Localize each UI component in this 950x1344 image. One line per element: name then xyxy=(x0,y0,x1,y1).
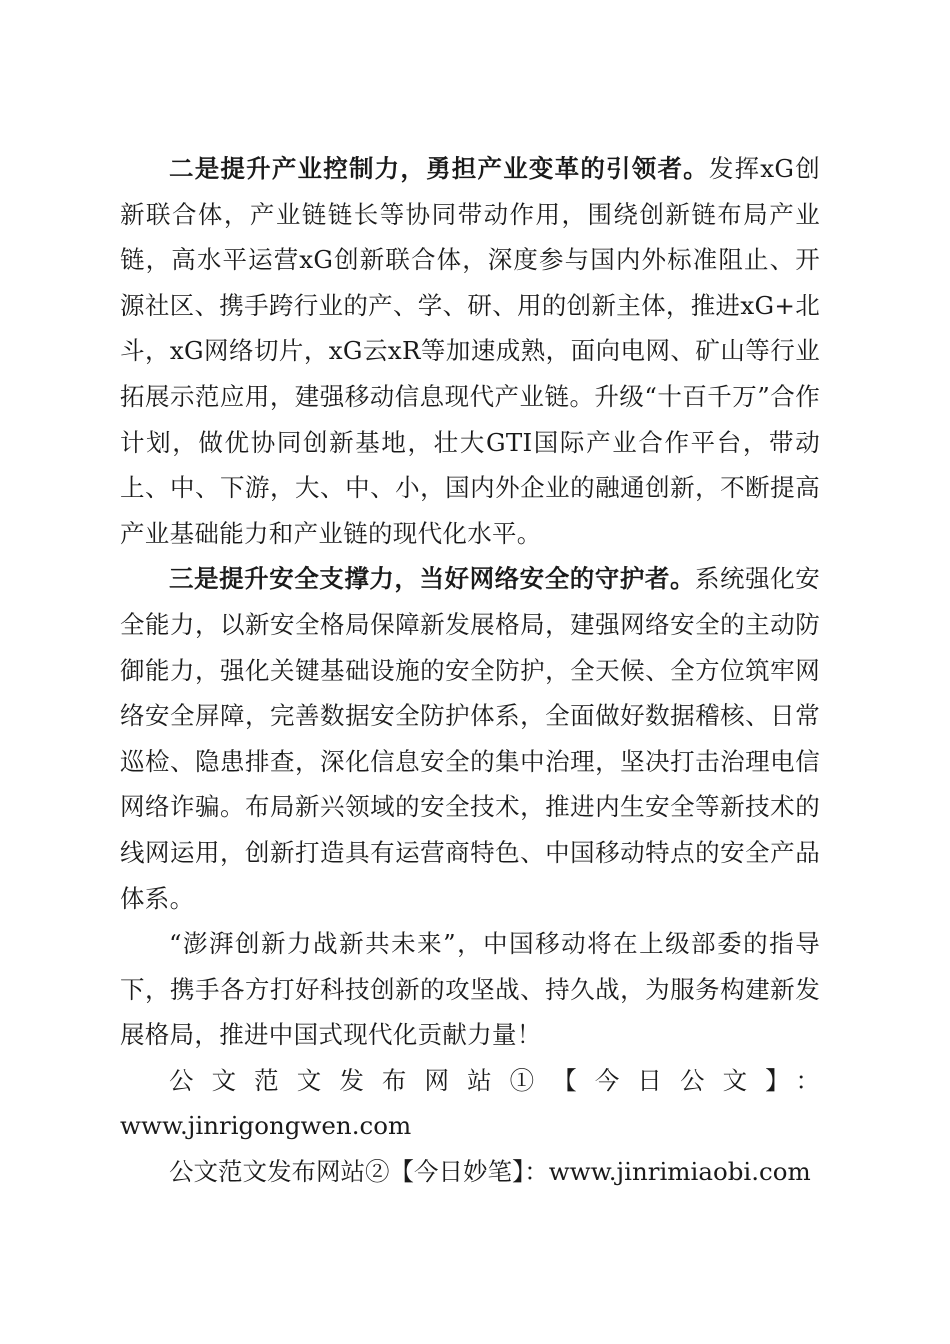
document-page xyxy=(120,146,820,1195)
paragraph-lead: 三是提升安全支撑力，当好网络安全的守护者。 xyxy=(169,564,695,594)
paragraph-lead: 二是提升产业控制力，勇担产业变革的引领者。 xyxy=(169,154,709,183)
footer-site2-url: www.jinrimiaobi.com xyxy=(548,1157,811,1187)
footer-site1-label: 公文范文发布网站①【今日公文】： xyxy=(169,1065,820,1095)
footer-site2 xyxy=(120,1149,820,1195)
paragraph-industry-control xyxy=(120,146,820,556)
footer-site1-url: www.jinrigongwen.com xyxy=(120,1111,412,1141)
paragraph-body: 系统强化安全能力，以新安全格局保障新发展格局，建强网络安全的主动防御能力，强化关键基础设施的安全防护，全天候、全方位筑牢网络安全屏障，完善数据安全防护体系，全面做好数据稽核、日常巡检、隐患排查，深化信息安全的集中治理，坚决打击治理电信网络诈骗。布局新兴领域的安全技术，推进内生安全等新技术的线网运用，创新打造具有运营商特色、中国移动特点的安全产品体系。 xyxy=(120,564,820,913)
paragraph-security-support xyxy=(120,556,820,921)
paragraph-body: “澎湃创新力战新共未来”，中国移动将在上级部委的指导下，携手各方打好科技创新的攻坚战、持久战，为服务构建新发展格局，推进中国式现代化贡献力量！ xyxy=(120,929,820,1050)
paragraph-body: 发挥xG创新联合体，产业链链长等协同带动作用，围绕创新链布局产业链，高水平运营xG创新联合体，深度参与国内外标准阻止、开源社区、携手跨行业的产、学、研、用的创新主体，推进xG+北斗，xG网络切片，xG云xR等加速成熟，面向电网、矿山等行业拓展示范应用，建强移动信息现代产业链。升级“十百千万”合作计划，做优协同创新基地，壮大GTI国际产业合作平台，带动上、中、下游，大、中、小，国内外企业的融通创新，不断提高产业基础能力和产业链的现代化水平。 xyxy=(120,154,820,548)
footer-site2-label: 公文范文发布网站②【今日妙笔】： xyxy=(169,1157,549,1187)
paragraph-closing xyxy=(120,921,820,1058)
